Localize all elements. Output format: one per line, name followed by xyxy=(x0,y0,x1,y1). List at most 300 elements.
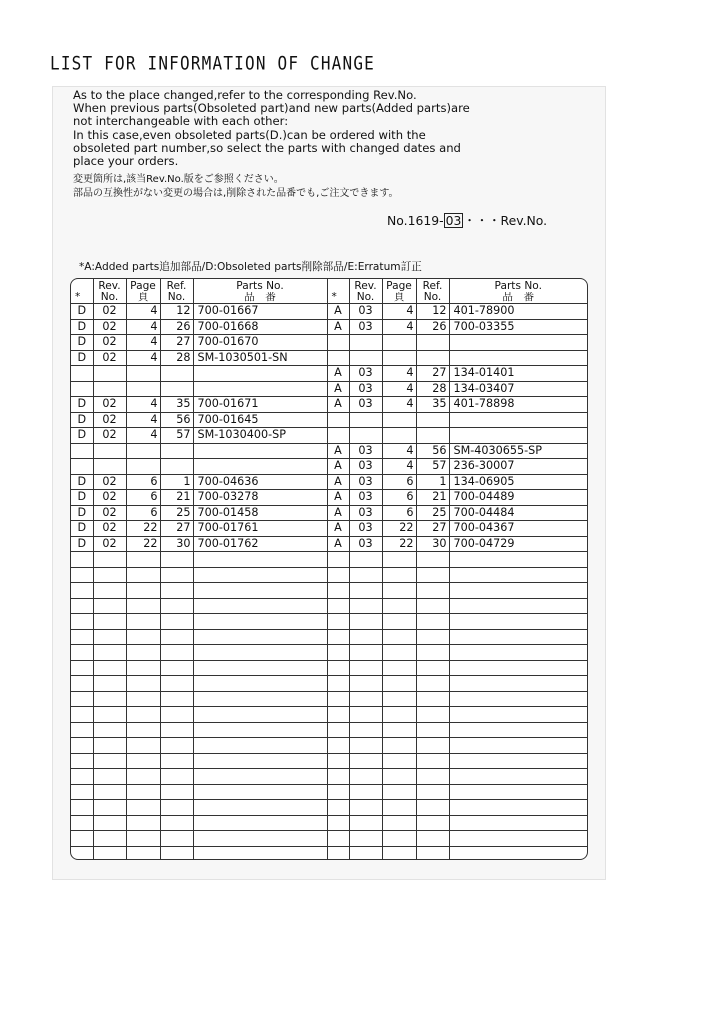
right-ref-no xyxy=(416,645,449,661)
right-page-no: 4 xyxy=(382,381,416,397)
left-part-number xyxy=(193,381,327,397)
empty-row xyxy=(71,629,587,645)
right-change-type: A xyxy=(327,443,349,459)
empty-row xyxy=(71,784,587,800)
table-row xyxy=(71,459,587,475)
right-page-no xyxy=(382,753,416,769)
left-change-type xyxy=(71,753,93,769)
left-page-no xyxy=(126,645,160,661)
right-ref-no: 30 xyxy=(416,536,449,552)
right-rev-no xyxy=(349,660,382,676)
right-part-number xyxy=(449,552,587,568)
right-ref-no xyxy=(416,800,449,816)
info-panel xyxy=(52,86,606,880)
left-ref-no: 56 xyxy=(160,412,193,428)
left-page-no xyxy=(126,583,160,599)
empty-row xyxy=(71,707,587,723)
right-change-type xyxy=(327,428,349,444)
header-cell: No. xyxy=(349,292,382,304)
left-rev-no xyxy=(93,552,126,568)
right-ref-no xyxy=(416,691,449,707)
left-rev-no: 02 xyxy=(93,521,126,537)
left-change-type: D xyxy=(71,319,93,335)
right-page-no xyxy=(382,831,416,847)
right-change-type xyxy=(327,552,349,568)
left-page-no xyxy=(126,459,160,475)
right-rev-no xyxy=(349,598,382,614)
left-change-type xyxy=(71,815,93,831)
left-page-no: 4 xyxy=(126,412,160,428)
right-ref-no xyxy=(416,598,449,614)
right-ref-no xyxy=(416,769,449,785)
right-change-type xyxy=(327,800,349,816)
left-part-number xyxy=(193,738,327,754)
header-row-top xyxy=(71,279,587,292)
right-page-no xyxy=(382,335,416,351)
table-row xyxy=(71,366,587,382)
left-page-no xyxy=(126,629,160,645)
left-ref-no: 27 xyxy=(160,335,193,351)
left-rev-no xyxy=(93,738,126,754)
left-page-no xyxy=(126,831,160,847)
right-part-number: 134-03407 xyxy=(449,381,587,397)
right-rev-no xyxy=(349,629,382,645)
right-page-no xyxy=(382,846,416,860)
right-change-type xyxy=(327,567,349,583)
left-part-number xyxy=(193,676,327,692)
empty-row xyxy=(71,598,587,614)
header-cell: 頁 xyxy=(382,292,416,304)
left-ref-no xyxy=(160,552,193,568)
right-change-type xyxy=(327,676,349,692)
change-table xyxy=(70,278,588,860)
left-page-no: 4 xyxy=(126,428,160,444)
table-row xyxy=(71,443,587,459)
right-ref-no xyxy=(416,350,449,366)
left-change-type xyxy=(71,722,93,738)
right-rev-no: 03 xyxy=(349,536,382,552)
right-change-type xyxy=(327,350,349,366)
left-ref-no: 57 xyxy=(160,428,193,444)
left-part-number xyxy=(193,583,327,599)
left-change-type: D xyxy=(71,536,93,552)
table-row xyxy=(71,474,587,490)
right-part-number xyxy=(449,567,587,583)
left-change-type xyxy=(71,598,93,614)
empty-row xyxy=(71,831,587,847)
right-page-no: 4 xyxy=(382,443,416,459)
left-part-number: SM-1030501-SN xyxy=(193,350,327,366)
left-part-number xyxy=(193,800,327,816)
right-part-number xyxy=(449,350,587,366)
left-ref-no xyxy=(160,614,193,630)
left-rev-no xyxy=(93,381,126,397)
left-ref-no xyxy=(160,676,193,692)
right-page-no xyxy=(382,815,416,831)
left-ref-no xyxy=(160,629,193,645)
right-page-no: 4 xyxy=(382,397,416,413)
right-ref-no: 1 xyxy=(416,474,449,490)
right-rev-no xyxy=(349,784,382,800)
right-page-no: 22 xyxy=(382,536,416,552)
left-change-type xyxy=(71,831,93,847)
right-rev-no: 03 xyxy=(349,443,382,459)
right-page-no xyxy=(382,629,416,645)
right-rev-no xyxy=(349,691,382,707)
left-rev-no xyxy=(93,815,126,831)
left-change-type: D xyxy=(71,350,93,366)
right-rev-no xyxy=(349,645,382,661)
left-ref-no: 21 xyxy=(160,490,193,506)
left-change-type xyxy=(71,676,93,692)
left-change-type: D xyxy=(71,521,93,537)
right-ref-no xyxy=(416,846,449,860)
left-change-type xyxy=(71,691,93,707)
left-page-no: 4 xyxy=(126,304,160,320)
left-ref-no xyxy=(160,443,193,459)
right-page-no: 6 xyxy=(382,474,416,490)
right-rev-no: 03 xyxy=(349,319,382,335)
right-ref-no xyxy=(416,753,449,769)
left-change-type xyxy=(71,707,93,723)
right-page-no xyxy=(382,598,416,614)
left-change-type: D xyxy=(71,490,93,506)
table-row xyxy=(71,304,587,320)
left-rev-no xyxy=(93,459,126,475)
table-row xyxy=(71,350,587,366)
left-page-no xyxy=(126,722,160,738)
left-change-type xyxy=(71,614,93,630)
right-part-number xyxy=(449,753,587,769)
left-change-type xyxy=(71,443,93,459)
left-page-no xyxy=(126,381,160,397)
right-page-no xyxy=(382,660,416,676)
left-change-type xyxy=(71,846,93,860)
right-change-type: A xyxy=(327,474,349,490)
right-rev-no xyxy=(349,846,382,860)
left-rev-no xyxy=(93,831,126,847)
right-page-no xyxy=(382,722,416,738)
left-rev-no xyxy=(93,800,126,816)
right-rev-no: 03 xyxy=(349,397,382,413)
intro-line: not interchangeable with each other: xyxy=(73,114,289,129)
left-ref-no xyxy=(160,769,193,785)
empty-row xyxy=(71,691,587,707)
left-part-number: 700-01670 xyxy=(193,335,327,351)
left-change-type xyxy=(71,381,93,397)
right-ref-no xyxy=(416,722,449,738)
left-part-number xyxy=(193,784,327,800)
right-rev-no xyxy=(349,753,382,769)
left-page-no xyxy=(126,784,160,800)
right-change-type: A xyxy=(327,459,349,475)
header-cell: No. xyxy=(93,292,126,304)
right-rev-no: 03 xyxy=(349,505,382,521)
left-part-number: 700-04636 xyxy=(193,474,327,490)
right-change-type xyxy=(327,707,349,723)
left-rev-no: 02 xyxy=(93,474,126,490)
right-ref-no xyxy=(416,784,449,800)
jp-line: 変更箇所は,該当Rev.No.版をご参照ください。 xyxy=(73,174,284,185)
right-part-number: 401-78900 xyxy=(449,304,587,320)
left-page-no: 6 xyxy=(126,505,160,521)
right-page-no xyxy=(382,676,416,692)
right-page-no xyxy=(382,350,416,366)
intro-line: place your orders. xyxy=(73,154,179,169)
table-row xyxy=(71,536,587,552)
right-page-no xyxy=(382,784,416,800)
right-change-type xyxy=(327,815,349,831)
right-ref-no: 56 xyxy=(416,443,449,459)
right-ref-no xyxy=(416,583,449,599)
right-page-no: 4 xyxy=(382,366,416,382)
empty-row xyxy=(71,846,587,860)
revision-number xyxy=(387,211,547,229)
left-ref-no xyxy=(160,738,193,754)
right-rev-no xyxy=(349,583,382,599)
right-change-type xyxy=(327,691,349,707)
left-rev-no xyxy=(93,583,126,599)
right-change-type: A xyxy=(327,381,349,397)
left-part-number xyxy=(193,629,327,645)
header-row-bottom xyxy=(71,292,587,304)
left-page-no: 4 xyxy=(126,335,160,351)
left-ref-no xyxy=(160,784,193,800)
left-page-no xyxy=(126,707,160,723)
empty-row xyxy=(71,753,587,769)
empty-row xyxy=(71,676,587,692)
right-part-number xyxy=(449,738,587,754)
right-part-number xyxy=(449,846,587,860)
left-ref-no xyxy=(160,366,193,382)
right-rev-no xyxy=(349,738,382,754)
left-change-type: D xyxy=(71,412,93,428)
right-page-no xyxy=(382,583,416,599)
right-part-number: 700-04484 xyxy=(449,505,587,521)
left-part-number xyxy=(193,598,327,614)
left-part-number xyxy=(193,691,327,707)
right-ref-no xyxy=(416,676,449,692)
right-page-no xyxy=(382,614,416,630)
header-cell: Rev. xyxy=(93,279,126,292)
right-part-number: 134-06905 xyxy=(449,474,587,490)
left-page-no xyxy=(126,598,160,614)
left-page-no xyxy=(126,366,160,382)
left-page-no xyxy=(126,614,160,630)
right-change-type xyxy=(327,769,349,785)
right-part-number: 700-03355 xyxy=(449,319,587,335)
legend: *A:Added parts追加部品/D:Obsoleted parts削除部品/E:Erratum訂正 xyxy=(79,261,422,273)
left-ref-no xyxy=(160,707,193,723)
intro-line: obsoleted part number,so select the parts with changed dates and xyxy=(73,140,461,155)
left-part-number xyxy=(193,645,327,661)
empty-row xyxy=(71,552,587,568)
left-rev-no xyxy=(93,645,126,661)
right-change-type xyxy=(327,598,349,614)
right-rev-no xyxy=(349,428,382,444)
right-rev-no xyxy=(349,614,382,630)
empty-row xyxy=(71,614,587,630)
left-rev-no: 02 xyxy=(93,304,126,320)
left-rev-no: 02 xyxy=(93,505,126,521)
right-rev-no xyxy=(349,707,382,723)
right-part-number: 401-78898 xyxy=(449,397,587,413)
empty-row xyxy=(71,567,587,583)
right-change-type xyxy=(327,660,349,676)
right-ref-no: 26 xyxy=(416,319,449,335)
left-page-no xyxy=(126,567,160,583)
right-change-type xyxy=(327,412,349,428)
right-page-no xyxy=(382,552,416,568)
header-cell xyxy=(327,279,349,292)
right-part-number xyxy=(449,691,587,707)
right-ref-no xyxy=(416,660,449,676)
left-change-type: D xyxy=(71,397,93,413)
right-change-type xyxy=(327,846,349,860)
left-ref-no: 35 xyxy=(160,397,193,413)
right-ref-no: 25 xyxy=(416,505,449,521)
left-change-type xyxy=(71,645,93,661)
table-row xyxy=(71,490,587,506)
right-ref-no: 27 xyxy=(416,366,449,382)
left-part-number xyxy=(193,660,327,676)
header-cell: Parts No. xyxy=(494,279,542,292)
right-ref-no xyxy=(416,552,449,568)
right-change-type: A xyxy=(327,397,349,413)
right-ref-no xyxy=(416,738,449,754)
left-change-type: D xyxy=(71,505,93,521)
left-part-number xyxy=(193,846,327,860)
left-part-number xyxy=(193,815,327,831)
right-rev-no: 03 xyxy=(349,521,382,537)
right-part-number xyxy=(449,831,587,847)
left-ref-no xyxy=(160,660,193,676)
right-change-type: A xyxy=(327,521,349,537)
table-row xyxy=(71,428,587,444)
left-ref-no xyxy=(160,583,193,599)
left-part-number xyxy=(193,722,327,738)
right-ref-no: 27 xyxy=(416,521,449,537)
right-ref-no xyxy=(416,629,449,645)
right-part-number xyxy=(449,660,587,676)
table-row xyxy=(71,335,587,351)
left-page-no xyxy=(126,800,160,816)
right-change-type xyxy=(327,753,349,769)
rev-suffix: ・・・Rev.No. xyxy=(463,213,548,228)
left-rev-no xyxy=(93,753,126,769)
left-part-number xyxy=(193,831,327,847)
left-part-number: 700-01762 xyxy=(193,536,327,552)
right-page-no: 22 xyxy=(382,521,416,537)
right-change-type: A xyxy=(327,490,349,506)
header-cell: Page xyxy=(382,279,416,292)
left-page-no xyxy=(126,552,160,568)
table-row xyxy=(71,319,587,335)
right-rev-no xyxy=(349,815,382,831)
left-rev-no xyxy=(93,629,126,645)
left-part-number xyxy=(193,753,327,769)
right-change-type xyxy=(327,784,349,800)
left-rev-no xyxy=(93,598,126,614)
left-part-number xyxy=(193,443,327,459)
left-rev-no xyxy=(93,769,126,785)
right-rev-no: 03 xyxy=(349,474,382,490)
left-rev-no: 02 xyxy=(93,319,126,335)
left-change-type xyxy=(71,660,93,676)
right-rev-no xyxy=(349,552,382,568)
empty-row xyxy=(71,769,587,785)
right-change-type: A xyxy=(327,536,349,552)
right-page-no: 4 xyxy=(382,319,416,335)
right-part-number xyxy=(449,769,587,785)
right-part-number: 700-04367 xyxy=(449,521,587,537)
right-part-number xyxy=(449,629,587,645)
right-page-no xyxy=(382,738,416,754)
right-rev-no: 03 xyxy=(349,459,382,475)
right-part-number: 700-04489 xyxy=(449,490,587,506)
right-page-no xyxy=(382,769,416,785)
left-rev-no xyxy=(93,660,126,676)
left-page-no xyxy=(126,753,160,769)
right-change-type: A xyxy=(327,366,349,382)
intro-line: When previous parts(Obsoleted part)and new parts(Added parts)are xyxy=(73,101,470,116)
right-rev-no xyxy=(349,567,382,583)
right-part-number: 236-30007 xyxy=(449,459,587,475)
right-change-type: A xyxy=(327,304,349,320)
left-part-number: 700-01668 xyxy=(193,319,327,335)
left-change-type xyxy=(71,800,93,816)
right-change-type: A xyxy=(327,319,349,335)
header-cell: * xyxy=(71,292,93,304)
table-row xyxy=(71,412,587,428)
right-change-type xyxy=(327,583,349,599)
right-change-type xyxy=(327,614,349,630)
left-rev-no: 02 xyxy=(93,412,126,428)
right-rev-no xyxy=(349,722,382,738)
left-change-type xyxy=(71,552,93,568)
left-change-type xyxy=(71,629,93,645)
jp-line: 部品の互換性がない変更の場合は,削除された品番でも,ご注文できます。 xyxy=(73,188,399,199)
left-page-no: 22 xyxy=(126,536,160,552)
empty-row xyxy=(71,815,587,831)
left-ref-no: 30 xyxy=(160,536,193,552)
japanese-note xyxy=(73,173,399,201)
left-change-type xyxy=(71,366,93,382)
right-rev-no: 03 xyxy=(349,381,382,397)
right-change-type xyxy=(327,722,349,738)
right-change-type xyxy=(327,831,349,847)
left-ref-no xyxy=(160,381,193,397)
left-ref-no: 12 xyxy=(160,304,193,320)
header-cell: 品 番 xyxy=(193,292,327,304)
left-page-no: 4 xyxy=(126,319,160,335)
left-ref-no xyxy=(160,645,193,661)
right-ref-no: 12 xyxy=(416,304,449,320)
left-rev-no xyxy=(93,846,126,860)
right-part-number: SM-4030655-SP xyxy=(449,443,587,459)
left-rev-no xyxy=(93,784,126,800)
left-part-number xyxy=(193,614,327,630)
left-part-number xyxy=(193,552,327,568)
header-cell: Parts No. xyxy=(193,279,327,292)
left-ref-no xyxy=(160,753,193,769)
header-cell: Page xyxy=(126,279,160,292)
left-change-type: D xyxy=(71,335,93,351)
empty-row xyxy=(71,645,587,661)
right-rev-no xyxy=(349,335,382,351)
left-change-type: D xyxy=(71,428,93,444)
left-ref-no xyxy=(160,800,193,816)
